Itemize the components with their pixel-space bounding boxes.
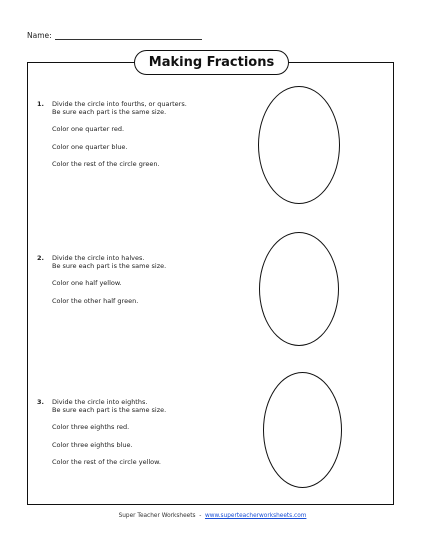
problem-number: 3. [37,398,44,406]
instruction-line: Divide the circle into eighths. [52,398,148,406]
instruction-step: Color three eighths blue. [52,440,133,449]
footer-brand: Super Teacher Worksheets [118,513,196,519]
instruction-step: Color one half yellow. [52,279,122,288]
instruction-step: Color one quarter red. [52,125,125,134]
instruction-step: Color the rest of the circle green. [52,159,160,168]
problem-instructions [52,100,252,168]
instruction-step: Color the rest of the circle yellow. [52,457,161,466]
instruction-step: Color three eighths red. [52,423,130,432]
name-line [27,31,202,40]
problem-instructions [52,398,252,466]
instruction-step: Color the other half green. [52,296,139,305]
name-label: Name: [27,31,52,40]
page-title [134,50,289,75]
instruction-line: Be sure each part is the same size. [52,108,167,117]
problem-instructions [52,254,252,305]
footer [0,513,425,519]
problem-number: 2. [37,254,44,262]
instruction-line: Divide the circle into halves. [52,254,145,262]
instruction-step: Color one quarter blue. [52,142,128,151]
footer-link[interactable]: www.superteacherworksheets.com [204,513,307,519]
fraction-circle-2[interactable] [259,232,339,346]
instruction-line: Be sure each part is the same size. [52,262,167,271]
fraction-circle-1[interactable] [258,86,340,204]
name-blank[interactable] [55,31,202,40]
problem-number: 1. [37,100,44,108]
instruction-line: Divide the circle into fourths, or quarters. [52,100,187,108]
footer-separator: - [199,513,202,519]
fraction-circle-3[interactable] [263,372,342,488]
page-title-text: Making Fractions [148,55,275,70]
instruction-line: Be sure each part is the same size. [52,406,167,415]
